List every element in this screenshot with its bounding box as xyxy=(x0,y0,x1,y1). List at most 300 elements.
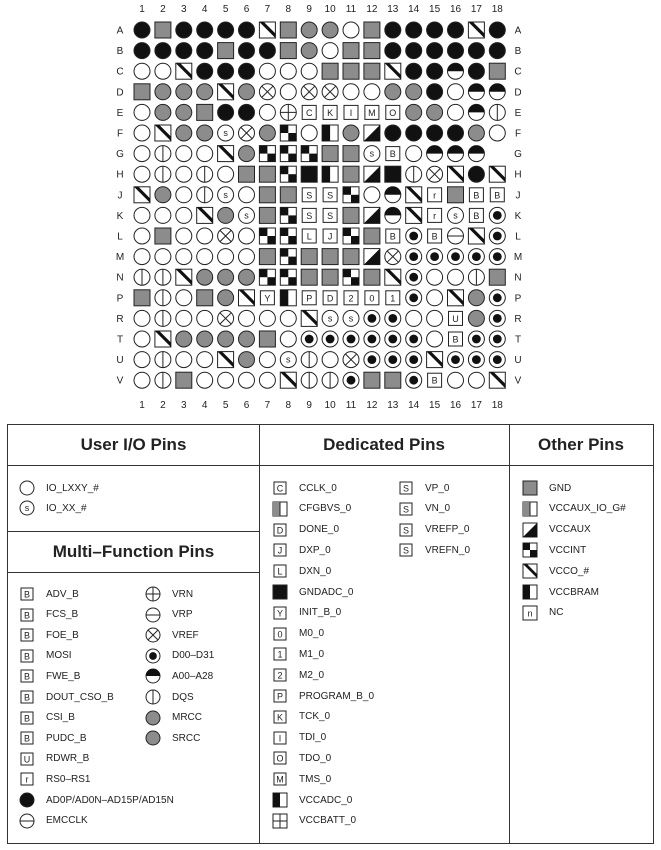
pin-M10-gray-square xyxy=(322,249,338,265)
legend-label: CSI_B xyxy=(46,712,75,724)
pin-P18-dot-circle xyxy=(489,290,505,306)
pin-F10-half-black-square xyxy=(322,125,338,141)
pin-P14-dot-circle xyxy=(406,290,422,306)
legend-label: FWE_B xyxy=(46,670,81,682)
legend-item-dedicated xyxy=(271,479,337,497)
legend-item-dedicated xyxy=(271,604,341,622)
pin-C11-gray-square xyxy=(343,63,359,79)
pin-A5-filled-circle xyxy=(218,22,234,38)
pin-N10-gray-square xyxy=(322,269,338,285)
pin-P16-diagonal-square xyxy=(448,290,464,306)
column-label-bottom: 12 xyxy=(366,400,378,411)
row-label-left: E xyxy=(116,107,124,119)
svg-text:1: 1 xyxy=(390,293,396,304)
svg-text:S: S xyxy=(327,210,334,221)
row-label-right: A xyxy=(514,25,522,37)
pin-K11-gray-square xyxy=(343,207,359,223)
row-label-right: K xyxy=(514,210,522,222)
legend-item-multi-function xyxy=(18,688,114,706)
column-label-top: 11 xyxy=(345,4,357,15)
svg-text:P: P xyxy=(276,691,284,702)
pin-N4-gray-circle xyxy=(197,269,213,285)
pin-R18-dot-circle xyxy=(489,310,505,326)
legend-item-dedicated xyxy=(271,521,339,539)
pin-H12-triangle-square xyxy=(364,166,380,182)
pin-R2-vertical-line-circle xyxy=(155,310,171,326)
pin-A15-filled-circle xyxy=(427,22,443,38)
pin-D4-gray-circle xyxy=(197,84,213,100)
svg-text:I: I xyxy=(278,733,282,744)
pin-H1-open-circle xyxy=(134,166,150,182)
column-label-bottom: 16 xyxy=(449,400,462,411)
pin-H4-vertical-line-circle xyxy=(197,166,213,182)
pin-M15-dot-circle xyxy=(427,249,443,265)
pin-U13-dot-circle xyxy=(385,352,401,368)
legend-item-multi-function xyxy=(18,626,79,644)
legend-item-multi-function xyxy=(144,585,193,603)
pin-V7-open-circle xyxy=(259,372,275,388)
pin-K4-diagonal-square xyxy=(197,207,213,223)
letter-box-icon xyxy=(271,541,289,559)
pin-R16-letter-box xyxy=(449,311,463,325)
pin-T14-dot-circle xyxy=(406,331,422,347)
svg-text:B: B xyxy=(494,190,501,201)
svg-text:B: B xyxy=(23,713,31,724)
legend-item-multi-function xyxy=(18,585,79,603)
column-label-top: 10 xyxy=(324,4,336,15)
svg-text:S: S xyxy=(306,210,313,221)
legend-item-multi-function xyxy=(18,647,72,665)
pin-D11-open-circle xyxy=(343,84,359,100)
pin-D12-open-circle xyxy=(364,84,380,100)
legend-label: TDO_0 xyxy=(299,752,332,764)
legend-item-dedicated xyxy=(271,562,331,580)
pin-L8-checker-square xyxy=(280,228,296,244)
pin-J7-gray-square xyxy=(259,187,275,203)
pin-L4-open-circle xyxy=(197,228,213,244)
pin-V6-open-circle xyxy=(239,372,255,388)
letter-box-icon xyxy=(271,666,289,684)
pin-A12-gray-square xyxy=(364,22,380,38)
pin-J2-gray-circle xyxy=(155,187,171,203)
pin-C10-gray-square xyxy=(322,63,338,79)
row-label-right: F xyxy=(514,128,522,140)
pin-B5-gray-square xyxy=(218,43,234,59)
pin-U10-open-circle xyxy=(322,352,338,368)
svg-text:S: S xyxy=(402,483,410,494)
row-label-left: G xyxy=(116,149,124,161)
pin-R4-open-circle xyxy=(197,310,213,326)
pin-F8-checker-square xyxy=(280,125,296,141)
column-label-bottom: 4 xyxy=(201,400,208,411)
letter-box-icon xyxy=(18,667,36,685)
pin-N9-gray-square xyxy=(301,269,317,285)
svg-text:r: r xyxy=(25,774,29,785)
svg-text:S: S xyxy=(327,190,334,201)
svg-text:B: B xyxy=(23,671,31,682)
pin-U7-open-circle xyxy=(259,352,275,368)
pin-T10-dot-circle xyxy=(322,331,338,347)
legend-label: MOSI xyxy=(46,650,72,662)
pin-R3-open-circle xyxy=(176,310,192,326)
pin-C2-open-circle xyxy=(155,63,171,79)
pin-K9-letter-box xyxy=(302,208,316,222)
pin-U6-gray-circle xyxy=(239,352,255,368)
pin-C13-diagonal-square xyxy=(385,63,401,79)
column-label-top: 6 xyxy=(243,4,250,15)
pin-A7-diagonal-square xyxy=(259,22,275,38)
svg-text:B: B xyxy=(389,231,396,242)
row-label-left: H xyxy=(116,169,124,181)
pin-C7-open-circle xyxy=(259,63,275,79)
legend-label: DONE_0 xyxy=(299,524,340,536)
pin-G12-s-circle xyxy=(364,146,380,162)
pin-M14-dot-circle xyxy=(406,249,422,265)
pin-R15-open-circle xyxy=(427,310,443,326)
pin-L14-dot-circle xyxy=(406,228,422,244)
pin-L15-letter-box xyxy=(428,229,442,243)
pin-E16-open-circle xyxy=(448,104,464,120)
pin-J17-letter-box xyxy=(469,188,483,202)
pin-H11-gray-square xyxy=(343,166,359,182)
pin-L12-gray-square xyxy=(364,228,380,244)
row-label-left: D xyxy=(116,87,124,99)
svg-text:s: s xyxy=(327,313,333,324)
pin-V1-open-circle xyxy=(134,372,150,388)
column-label-bottom: 13 xyxy=(387,400,399,411)
letter-box-icon xyxy=(271,687,289,705)
legend-label: IO_LXXY_# xyxy=(46,482,99,494)
pin-L3-open-circle xyxy=(176,228,192,244)
column-label-top: 17 xyxy=(470,4,482,15)
cross-square-icon xyxy=(271,812,289,830)
pin-G3-open-circle xyxy=(176,146,192,162)
svg-text:B: B xyxy=(23,692,31,703)
half-black-square-icon xyxy=(271,791,289,809)
svg-text:B: B xyxy=(473,210,480,221)
legend-item-multi-function xyxy=(144,709,202,727)
pin-A4-filled-circle xyxy=(197,22,213,38)
legend-item-user-io xyxy=(18,479,99,497)
pin-F7-gray-circle xyxy=(259,125,275,141)
row-label-left: U xyxy=(116,355,124,367)
pin-G10-gray-square xyxy=(322,146,338,162)
row-label-right: G xyxy=(514,149,522,161)
pin-N6-gray-circle xyxy=(239,269,255,285)
pin-T8-open-circle xyxy=(280,331,296,347)
pin-K5-gray-circle xyxy=(218,207,234,223)
pin-U8-s-circle xyxy=(280,352,296,368)
pin-G14-open-circle xyxy=(406,146,422,162)
pin-L6-open-circle xyxy=(239,228,255,244)
row-label-right: L xyxy=(515,231,521,243)
pin-T3-gray-circle xyxy=(176,331,192,347)
pin-K1-open-circle xyxy=(134,207,150,223)
pin-M2-open-circle xyxy=(155,249,171,265)
pin-V16-open-circle xyxy=(448,372,464,388)
svg-text:S: S xyxy=(402,545,410,556)
row-label-left: C xyxy=(116,66,124,78)
column-label-top: 15 xyxy=(429,4,441,15)
pin-T9-dot-circle xyxy=(301,331,317,347)
pin-F18-open-circle xyxy=(489,125,505,141)
pin-V18-diagonal-square xyxy=(489,372,505,388)
pin-E12-letter-box xyxy=(365,105,379,119)
pin-U17-dot-circle xyxy=(468,352,484,368)
legend-label: VCCADC_0 xyxy=(299,794,353,806)
pin-J11-checker-square xyxy=(343,187,359,203)
pin-H16-diagonal-square xyxy=(448,166,464,182)
pin-L1-open-circle xyxy=(134,228,150,244)
pin-U16-dot-circle xyxy=(448,352,464,368)
vertical-line-circle-icon xyxy=(144,688,162,706)
pin-F13-filled-circle xyxy=(385,125,401,141)
pin-H7-gray-square xyxy=(259,166,275,182)
letter-box-icon xyxy=(397,479,415,497)
pin-R7-open-circle xyxy=(259,310,275,326)
legend-label: RS0–RS1 xyxy=(46,773,91,785)
svg-text:Y: Y xyxy=(264,293,271,304)
pin-A3-filled-circle xyxy=(176,22,192,38)
pin-F11-gray-circle xyxy=(343,125,359,141)
pin-L16-horizontal-line-circle xyxy=(448,228,464,244)
pin-J6-open-circle xyxy=(239,187,255,203)
column-label-bottom: 5 xyxy=(222,400,229,411)
pin-F6-x-circle xyxy=(239,125,255,141)
pin-A1-filled-circle xyxy=(134,22,150,38)
letter-box-icon xyxy=(18,585,36,603)
pin-R11-s-circle xyxy=(343,310,359,326)
column-label-top: 7 xyxy=(264,4,271,15)
svg-text:0: 0 xyxy=(277,629,283,640)
pin-F12-triangle-square xyxy=(364,125,380,141)
pin-J18-letter-box xyxy=(490,188,504,202)
pin-C1-open-circle xyxy=(134,63,150,79)
pin-F2-diagonal-square xyxy=(155,125,171,141)
pin-J12-open-circle xyxy=(364,187,380,203)
pin-E10-letter-box xyxy=(323,105,337,119)
row-label-right: E xyxy=(514,107,522,119)
pin-R6-open-circle xyxy=(239,310,255,326)
pin-H9-black-square xyxy=(301,166,317,182)
pin-B6-filled-circle xyxy=(239,43,255,59)
pin-F15-filled-circle xyxy=(427,125,443,141)
open-circle-icon xyxy=(18,479,36,497)
pin-U5-diagonal-square xyxy=(218,352,234,368)
pin-R17-gray-circle xyxy=(468,310,484,326)
svg-text:B: B xyxy=(431,375,438,386)
row-label-left: V xyxy=(116,375,124,387)
svg-text:B: B xyxy=(452,334,459,345)
svg-text:B: B xyxy=(23,589,31,600)
pin-A16-filled-circle xyxy=(448,22,464,38)
pin-D5-diagonal-square xyxy=(218,84,234,100)
pin-N7-checker-square xyxy=(259,269,275,285)
row-label-right: J xyxy=(515,190,521,202)
dedicated-title: Dedicated Pins xyxy=(259,425,509,466)
svg-text:P: P xyxy=(306,293,313,304)
pin-M1-open-circle xyxy=(134,249,150,265)
svg-text:n: n xyxy=(527,608,533,619)
pin-T2-diagonal-square xyxy=(155,331,171,347)
legend-label: RDWR_B xyxy=(46,753,90,765)
column-label-bottom: 1 xyxy=(139,400,145,411)
pin-A14-filled-circle xyxy=(406,22,422,38)
pin-J8-gray-square xyxy=(280,187,296,203)
column-label-bottom: 14 xyxy=(408,400,420,411)
legend-item-dedicated xyxy=(271,729,326,747)
legend-label: A00–A28 xyxy=(172,670,214,682)
pin-M4-open-circle xyxy=(197,249,213,265)
pin-U2-vertical-line-circle xyxy=(155,352,171,368)
pin-P11-letter-box xyxy=(344,291,358,305)
pin-K8-checker-square xyxy=(280,207,296,223)
pin-J4-vertical-line-circle xyxy=(197,187,213,203)
pin-H18-diagonal-square xyxy=(489,166,505,182)
pin-J5-s-circle xyxy=(218,187,234,203)
pin-J13-half-filled-circle xyxy=(385,187,401,203)
pin-B4-filled-circle xyxy=(197,43,213,59)
pin-A2-gray-square xyxy=(155,22,171,38)
legend-label: EMCCLK xyxy=(46,815,88,827)
pin-C14-filled-circle xyxy=(406,63,422,79)
pin-B1-filled-circle xyxy=(134,43,150,59)
legend-label: MRCC xyxy=(172,712,202,724)
legend-label: VCCO_# xyxy=(549,565,590,577)
horizontal-line-circle-icon xyxy=(144,606,162,624)
svg-text:M: M xyxy=(276,774,284,785)
legend-item-multi-function xyxy=(18,709,75,727)
letter-box-icon xyxy=(18,688,36,706)
pin-M7-gray-square xyxy=(259,249,275,265)
legend-label: VREFN_0 xyxy=(425,544,471,556)
pin-F4-gray-circle xyxy=(197,125,213,141)
pin-T1-open-circle xyxy=(134,331,150,347)
pin-A10-gray-circle xyxy=(322,22,338,38)
pin-P2-vertical-line-circle xyxy=(155,290,171,306)
gray-circle-icon xyxy=(144,709,162,727)
pin-C16-half-filled-circle xyxy=(448,63,464,79)
row-label-left: K xyxy=(116,210,124,222)
legend-label: FOE_B xyxy=(46,629,79,641)
pin-V14-dot-circle xyxy=(406,372,422,388)
row-label-right: M xyxy=(513,252,523,264)
column-label-top: 9 xyxy=(306,4,312,15)
legend-label: CFGBVS_0 xyxy=(299,503,352,515)
pin-D9-x-circle xyxy=(301,84,317,100)
pin-U11-x-circle xyxy=(343,352,359,368)
legend-item-multi-function xyxy=(18,791,174,809)
svg-text:s: s xyxy=(24,503,30,513)
black-square-icon xyxy=(271,583,289,601)
legend-label: VREF xyxy=(172,629,199,641)
triangle-square-icon xyxy=(521,521,539,539)
pin-L9-letter-box xyxy=(302,229,316,243)
pin-B17-filled-circle xyxy=(468,43,484,59)
row-label-right: D xyxy=(514,87,522,99)
svg-text:O: O xyxy=(389,107,397,118)
pin-M11-gray-square xyxy=(343,249,359,265)
pin-C12-gray-square xyxy=(364,63,380,79)
pin-H15-x-circle xyxy=(427,166,443,182)
multi-function-title: Multi–Function Pins xyxy=(8,531,259,573)
legend-item-dedicated xyxy=(271,708,330,726)
row-label-right: H xyxy=(514,169,522,181)
svg-text:s: s xyxy=(369,148,375,159)
row-label-left: P xyxy=(116,293,124,305)
legend-label: DXN_0 xyxy=(299,565,332,577)
legend-item-dedicated xyxy=(397,479,449,497)
svg-text:B: B xyxy=(23,610,31,621)
pin-R5-x-circle xyxy=(218,310,234,326)
legend-label: M2_0 xyxy=(299,669,325,681)
pin-B10-open-circle xyxy=(322,43,338,59)
half-filled-circle-icon xyxy=(144,667,162,685)
legend-item-dedicated xyxy=(271,583,353,601)
column-label-top: 1 xyxy=(139,4,145,15)
pin-B11-gray-square xyxy=(343,43,359,59)
pin-D8-open-circle xyxy=(280,84,296,100)
pin-J1-diagonal-square xyxy=(134,187,150,203)
pin-D6-gray-circle xyxy=(239,84,255,100)
pin-B2-filled-circle xyxy=(155,43,171,59)
pin-P10-letter-box xyxy=(323,291,337,305)
legend-column-user-io xyxy=(8,425,260,843)
pin-E2-gray-circle xyxy=(155,104,171,120)
letter-box-icon xyxy=(271,479,289,497)
pin-J3-open-circle xyxy=(176,187,192,203)
pin-P12-letter-box xyxy=(365,291,379,305)
row-label-right: U xyxy=(514,355,522,367)
row-label-right: V xyxy=(514,375,522,387)
pin-J16-gray-square xyxy=(448,187,464,203)
pin-H10-half-black-square xyxy=(322,166,338,182)
pin-N17-vertical-line-circle xyxy=(468,269,484,285)
legend-label: M0_0 xyxy=(299,628,325,640)
column-label-top: 14 xyxy=(408,4,420,15)
pin-F16-filled-circle xyxy=(448,125,464,141)
pin-V15-letter-box xyxy=(428,373,442,387)
pin-M18-dot-circle xyxy=(489,249,505,265)
pin-map xyxy=(0,0,661,415)
svg-text:s: s xyxy=(244,210,249,221)
pin-A9-gray-circle xyxy=(301,22,317,38)
svg-text:r: r xyxy=(433,190,437,201)
legend-label: DQS xyxy=(172,691,194,703)
pin-C9-open-circle xyxy=(301,63,317,79)
row-label-left: B xyxy=(116,46,124,58)
legend-label: CCLK_0 xyxy=(299,482,337,494)
svg-text:2: 2 xyxy=(348,293,354,304)
legend-label: SRCC xyxy=(172,732,201,744)
legend-item-dedicated xyxy=(271,812,356,830)
svg-text:B: B xyxy=(23,651,31,662)
legend-label: VCCAUX_IO_G# xyxy=(549,503,626,515)
pin-B12-gray-square xyxy=(364,43,380,59)
legend-item-dedicated xyxy=(397,500,450,518)
legend-label: TMS_0 xyxy=(299,773,332,785)
pin-D13-gray-circle xyxy=(385,84,401,100)
pin-T17-dot-circle xyxy=(468,331,484,347)
pin-R14-open-circle xyxy=(406,310,422,326)
legend-label: PUDC_B xyxy=(46,732,87,744)
pin-V4-open-circle xyxy=(197,372,213,388)
legend-label: GND xyxy=(549,482,572,494)
svg-text:1: 1 xyxy=(277,649,283,660)
letter-box-icon xyxy=(18,750,36,768)
column-label-bottom: 7 xyxy=(264,400,271,411)
row-label-right: R xyxy=(514,313,522,325)
